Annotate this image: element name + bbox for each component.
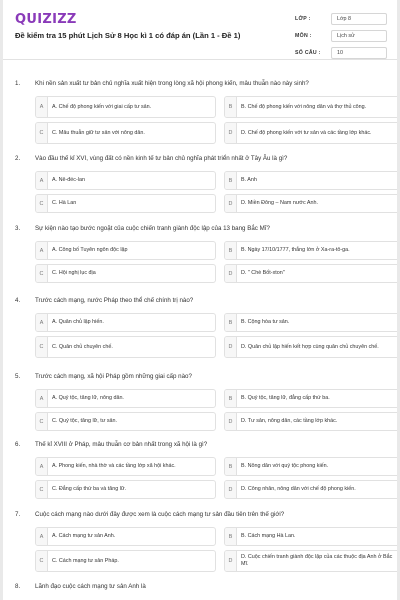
question-number: 6. (15, 441, 21, 448)
option-text: D. Cuộc chiến tranh giành độc lập của các thuộc địa Anh ở Bắc Mĩ. (241, 554, 393, 567)
option-letter: A (36, 97, 48, 117)
subject-value: Lịch sử (331, 30, 387, 42)
option-b[interactable] (224, 527, 397, 546)
option-letter: D (225, 481, 237, 498)
question-text: Khi nền sản xuất tư bản chủ nghĩa xuất hiện trong lòng xã hội phong kiến, mâu thuẫn nào này sinh? (35, 80, 309, 87)
option-d[interactable] (224, 336, 397, 358)
question (15, 503, 397, 575)
option-letter: B (225, 528, 237, 545)
question (15, 147, 397, 217)
option-b[interactable] (224, 313, 397, 332)
meta-subject-row (295, 29, 387, 43)
question-count-label: SỐ CÂU : (295, 50, 321, 56)
question-text: Vào đầu thế kỉ XVI, vùng đất có nền kinh tế tư bản chủ nghĩa phát triển nhất ở Tây Âu là gì? (35, 155, 288, 162)
option-text: B. Nông dân với quý tộc phong kiến. (241, 463, 329, 469)
option-a[interactable] (35, 457, 216, 476)
question (15, 365, 397, 433)
options-grid (35, 313, 397, 358)
option-letter: C (36, 265, 48, 282)
option-d[interactable] (224, 412, 397, 431)
option-b[interactable] (224, 171, 397, 190)
option-c[interactable] (35, 336, 216, 358)
option-text: D. Miền Đông – Nam nước Anh. (241, 200, 318, 206)
option-a[interactable] (35, 313, 216, 332)
option-text: C. Đẳng cấp thứ ba và tăng lữ. (52, 486, 127, 492)
question-number: 5. (15, 373, 21, 380)
option-letter: A (36, 528, 48, 545)
question (15, 72, 397, 147)
option-letter: D (225, 337, 237, 357)
option-letter: C (36, 481, 48, 498)
option-text: D. Công nhân, nông dân với chế độ phong kiến. (241, 486, 356, 492)
option-letter: A (36, 458, 48, 475)
quizizz-logo[interactable]: QUIZIZZ (15, 12, 77, 27)
option-c[interactable] (35, 122, 216, 144)
option-letter: D (225, 413, 237, 430)
class-label: LỚP : (295, 16, 311, 22)
option-a[interactable] (35, 527, 216, 546)
question-number: 3. (15, 225, 21, 232)
options-grid (35, 171, 397, 213)
option-c[interactable] (35, 480, 216, 499)
option-letter: B (225, 458, 237, 475)
option-a[interactable] (35, 171, 216, 190)
option-text: A. Nê-đéc-lan (52, 177, 85, 183)
question-number: 8. (15, 583, 21, 590)
option-c[interactable] (35, 264, 216, 283)
option-text: D. Chế độ phong kiến với tư sản và các tầng lớp khác. (241, 129, 372, 136)
option-letter: C (36, 337, 48, 357)
option-text: B. Ngày 17/10/1777, thắng lớn ở Xa-ra-tô-ga. (241, 247, 350, 253)
option-a[interactable] (35, 96, 216, 118)
option-text: D. Quân chủ lập hiến kết hợp cùng quân chủ chuyên chế. (241, 343, 379, 350)
option-letter: C (36, 551, 48, 571)
options-grid (35, 96, 397, 144)
option-letter: A (36, 390, 48, 407)
option-b[interactable] (224, 457, 397, 476)
worksheet-title: Đề kiểm tra 15 phút Lịch Sử 8 Học kì 1 có đáp án (Lần 1 - Đề 1) (15, 31, 241, 40)
question (15, 575, 397, 600)
option-letter: A (36, 314, 48, 331)
option-letter: D (225, 265, 237, 282)
options-grid (35, 241, 397, 283)
option-text: C. Quý tộc, tăng lữ, tư sản. (52, 418, 118, 424)
options-grid (35, 457, 397, 499)
option-text: A. Chế độ phong kiến với giai cấp tư sản. (52, 103, 152, 110)
option-text: A. Công bố Tuyên ngôn độc lập (52, 247, 128, 253)
option-text: A. Cách mạng tư sản Anh. (52, 533, 116, 539)
option-c[interactable] (35, 194, 216, 213)
option-letter: C (36, 123, 48, 143)
question-text: Thế kỉ XVIII ở Pháp, mâu thuẫn cơ bản nhất trong xã hội là gì? (35, 441, 208, 448)
option-text: C. Hà Lan (52, 200, 77, 206)
worksheet-header (3, 0, 397, 60)
class-value: Lớp 8 (331, 13, 387, 25)
question-text: Cuộc cách mạng nào dưới đây được xem là cuộc cách mạng tư sản đầu tiên trên thế giới? (35, 511, 285, 518)
option-text: C. Mâu thuẫn giữ tư sản với nông dân. (52, 129, 145, 136)
option-text: B. Anh (241, 177, 257, 183)
question-text: Lãnh đạo cuộc cách mạng tư sản Anh là (35, 583, 146, 590)
option-letter: D (225, 195, 237, 212)
option-a[interactable] (35, 389, 216, 408)
meta-count-row (295, 46, 387, 60)
worksheet-page (3, 0, 397, 600)
option-text: B. Cộng hòa tư sản. (241, 319, 290, 325)
option-letter: B (225, 172, 237, 189)
option-letter: D (225, 123, 237, 143)
option-text: B. Cách mạng Hà Lan. (241, 533, 296, 539)
question-number: 4. (15, 297, 21, 304)
option-text: D. " Chè Bốt-xton" (241, 270, 285, 276)
option-letter: D (225, 551, 237, 571)
option-text: B. Quý tộc, tăng lữ, đẳng cấp thứ ba. (241, 395, 330, 401)
option-d[interactable] (224, 194, 397, 213)
option-text: B. Chế độ phong kiến với nông dân và thợ thủ công. (241, 103, 367, 110)
option-d[interactable] (224, 264, 397, 283)
option-text: A. Quý tộc, tăng lữ, nông dân. (52, 395, 124, 401)
question-list (3, 72, 397, 600)
option-c[interactable] (35, 550, 216, 572)
option-text: C. Cách mạng tư sản Pháp. (52, 557, 119, 564)
option-letter: B (225, 390, 237, 407)
worksheet-meta (295, 12, 387, 63)
options-grid (35, 527, 397, 572)
option-text: C. Quân chủ chuyên chế. (52, 343, 113, 350)
option-text: D. Tư sản, nông dân, các tầng lớp khác. (241, 418, 338, 424)
option-text: A. Quân chủ lập hiến. (52, 319, 104, 325)
meta-class-row (295, 12, 387, 26)
question-text: Trước cách mạng, nước Pháp theo thể chế chính trị nào? (35, 297, 194, 304)
option-d[interactable] (224, 480, 397, 499)
question-number: 1. (15, 80, 21, 87)
option-a[interactable] (35, 241, 216, 260)
option-letter: B (225, 97, 237, 117)
option-letter: B (225, 242, 237, 259)
question (15, 289, 397, 365)
option-letter: C (36, 195, 48, 212)
options-grid (35, 389, 397, 431)
question-number: 7. (15, 511, 21, 518)
option-b[interactable] (224, 241, 397, 260)
option-text: A. Phong kiến, nhà thờ và các tầng lớp xã hội khác. (52, 463, 176, 469)
question-count-value: 10 (331, 47, 387, 59)
question (15, 433, 397, 503)
option-b[interactable] (224, 96, 397, 118)
question-text: Trước cách mạng, xã hội Pháp gồm những giai cấp nào? (35, 373, 192, 380)
subject-label: MÔN : (295, 33, 312, 39)
option-b[interactable] (224, 389, 397, 408)
option-letter: C (36, 413, 48, 430)
option-d[interactable] (224, 122, 397, 144)
option-c[interactable] (35, 412, 216, 431)
question-text: Sự kiện nào tạo bước ngoặt của cuộc chiến tranh giành độc lập của 13 bang Bắc Mĩ? (35, 225, 270, 232)
question (15, 217, 397, 289)
option-letter: A (36, 172, 48, 189)
question-number: 2. (15, 155, 21, 162)
option-letter: B (225, 314, 237, 331)
option-letter: A (36, 242, 48, 259)
option-text: C. Hội nghị lục địa (52, 270, 96, 276)
option-d[interactable] (224, 550, 397, 572)
